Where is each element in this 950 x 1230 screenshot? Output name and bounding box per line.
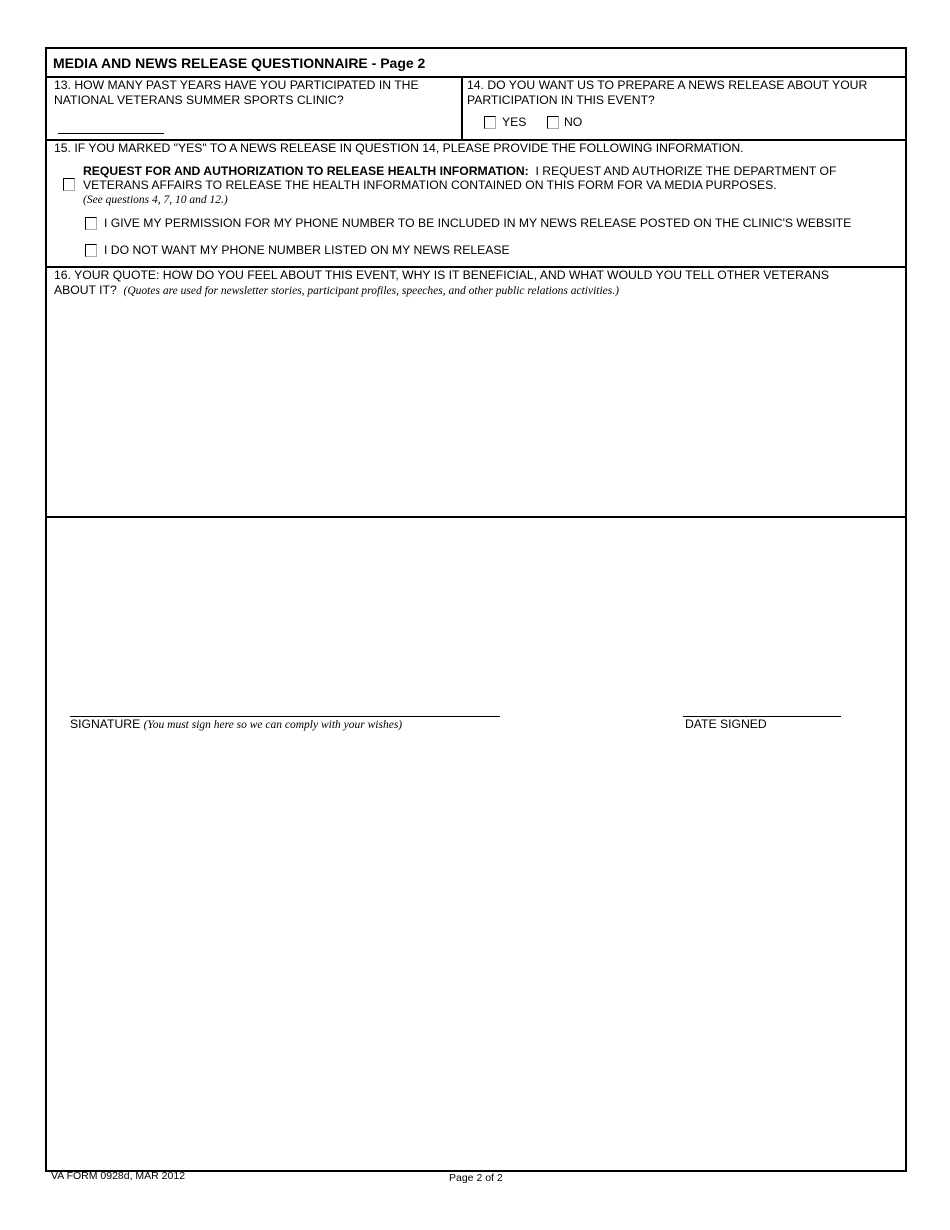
q16-label-line2 [54,283,619,299]
q15-phone-permission-checkbox[interactable] [85,217,97,230]
q15-authorization-line1 [83,164,836,179]
q15-authorization-note: (See questions 4, 7, 10 and 12.) [83,194,228,206]
q15-phone-not-listed-checkbox[interactable] [85,244,97,257]
q16-label-line1: 16. YOUR QUOTE: HOW DO YOU FEEL ABOUT THIS EVENT, WHY IS IT BENEFICIAL, AND WHAT WOULD YOU TELL OTHER VETERANS [54,268,829,282]
signature-label: SIGNATURE [70,717,141,731]
q14-label-line2: PARTICIPATION IN THIS EVENT? [467,93,655,107]
q15-phone-permission-label: I GIVE MY PERMISSION FOR MY PHONE NUMBER TO BE INCLUDED IN MY NEWS RELEASE POSTED ON THE CLINIC'S WEBSITE [104,216,852,230]
q15-header: 15. IF YOU MARKED "YES" TO A NEWS RELEASE IN QUESTION 14, PLEASE PROVIDE THE FOLLOWING INFORMATION. [54,141,744,155]
signature-note: (You must sign here so we can comply with your wishes) [143,719,403,731]
q14-yes-checkbox[interactable] [484,116,496,129]
q15-authorization-title: REQUEST FOR AND AUTHORIZATION TO RELEASE HEALTH INFORMATION: [83,164,529,178]
q14-no-checkbox[interactable] [547,116,559,129]
q16-quote-textarea[interactable] [53,305,897,510]
date-signed-label: DATE SIGNED [685,717,767,731]
form-title: MEDIA AND NEWS RELEASE QUESTIONNAIRE - Page 2 [53,55,426,71]
q14-no-label: NO [564,115,583,129]
divider-q13-q14 [461,76,463,139]
q15-phone-not-listed-label: I DO NOT WANT MY PHONE NUMBER LISTED ON MY NEWS RELEASE [104,243,510,257]
q14-label-line1: 14. DO YOU WANT US TO PREPARE A NEWS RELEASE ABOUT YOUR [467,78,868,92]
q13-label-line2: NATIONAL VETERANS SUMMER SPORTS CLINIC? [54,93,344,107]
q15-authorization-line2: VETERANS AFFAIRS TO RELEASE THE HEALTH INFORMATION CONTAINED ON THIS FORM FOR VA MEDIA PURPOSES. [83,178,777,192]
q16-label-note: (Quotes are used for newsletter stories, participant profiles, speeches, and other public relations activities.) [123,285,619,297]
page-number-footer: Page 2 of 2 [449,1172,503,1184]
q14-yes-label: YES [502,115,527,129]
signature-caption [70,717,402,733]
q15-authorization-checkbox[interactable] [63,178,75,191]
q15-authorization-text: I REQUEST AND AUTHORIZE THE DEPARTMENT OF [528,164,837,178]
form-id-footer: VA FORM 0928d, MAR 2012 [51,1170,186,1182]
q16-label-about: ABOUT IT? [54,283,117,297]
q13-label-line1: 13. HOW MANY PAST YEARS HAVE YOU PARTICIPATED IN THE [54,78,419,92]
form-frame [45,47,907,1172]
q13-years-input[interactable] [58,133,164,134]
rule-below-q16 [47,516,905,518]
